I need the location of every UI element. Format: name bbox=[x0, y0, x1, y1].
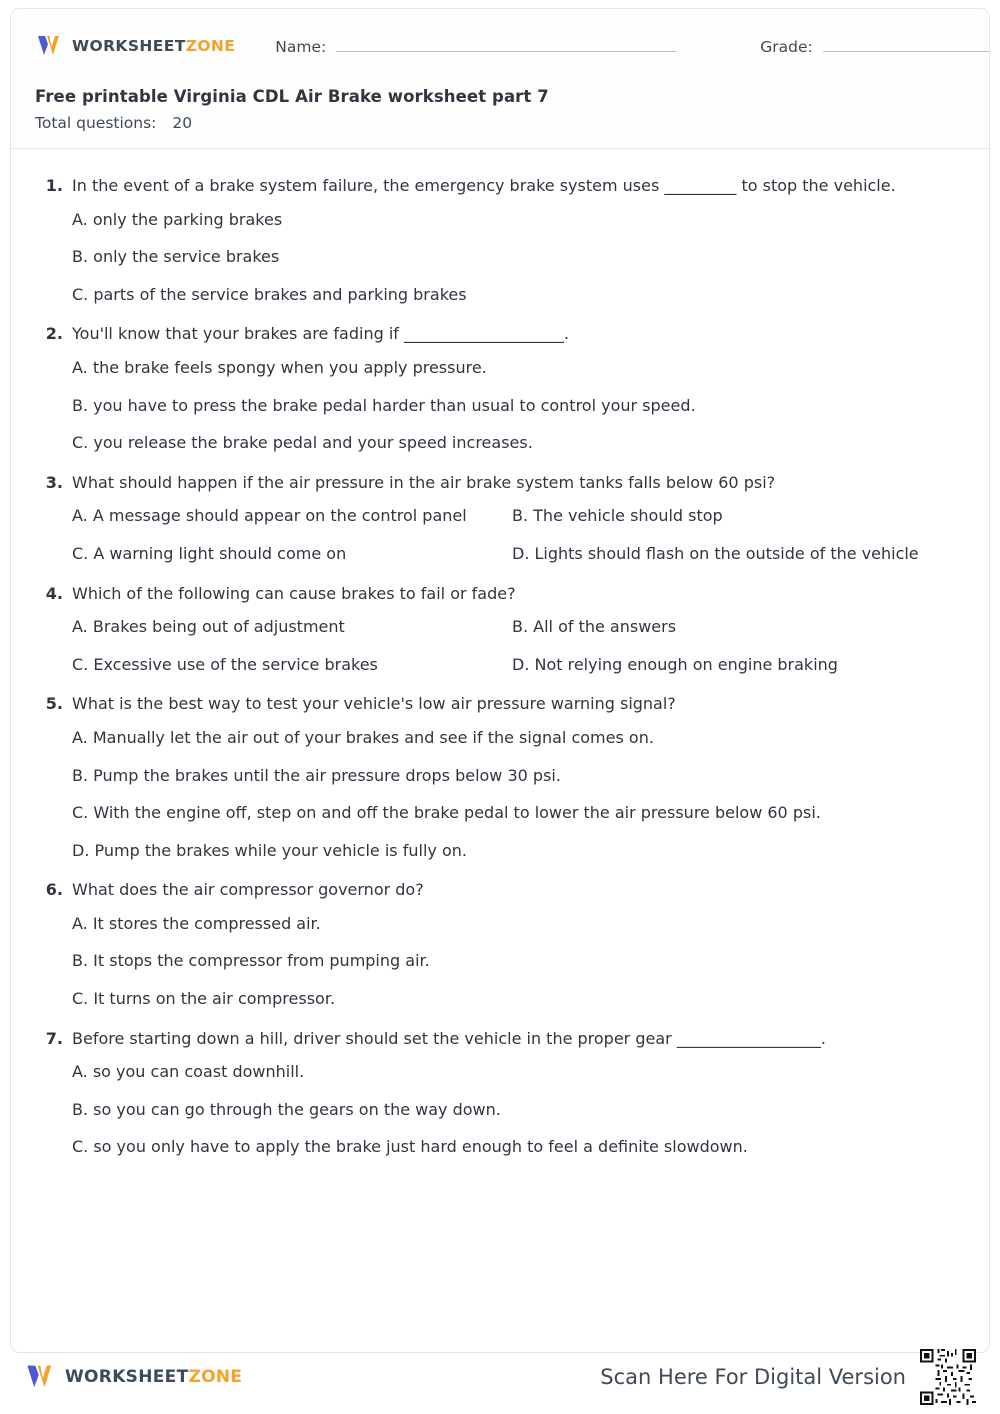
w-logo-icon bbox=[24, 1360, 58, 1394]
total-questions-value: 20 bbox=[172, 114, 193, 132]
option-a[interactable]: A. the brake feels spongy when you apply pressure. bbox=[72, 357, 487, 377]
question-text: What is the best way to test your vehicle's low air pressure warning signal? bbox=[72, 694, 676, 714]
footer-brand-logo[interactable] bbox=[24, 1360, 242, 1394]
w-logo-icon bbox=[35, 31, 65, 61]
option-d[interactable]: D. Not relying enough on engine braking bbox=[512, 654, 838, 674]
option-b[interactable]: B. you have to press the brake pedal harder than usual to control your speed. bbox=[72, 395, 696, 415]
option-c[interactable]: C. It turns on the air compressor. bbox=[72, 989, 336, 1009]
name-input-line[interactable] bbox=[336, 37, 676, 52]
option-a[interactable]: A. Brakes being out of adjustment bbox=[72, 617, 345, 637]
option-c[interactable]: C. A warning light should come on bbox=[72, 543, 347, 563]
option-b[interactable]: B. so you can go through the gears on the way down. bbox=[72, 1099, 501, 1119]
question-text: In the event of a brake system failure, the emergency brake system uses _________ to stop the vehicle. bbox=[72, 176, 896, 195]
question-number: 5. bbox=[45, 694, 63, 714]
question-row bbox=[41, 583, 959, 605]
option-b[interactable]: B. Pump the brakes until the air pressure drops below 30 psi. bbox=[72, 765, 561, 785]
worksheet-footer bbox=[10, 1348, 990, 1406]
option-d[interactable]: D. Pump the brakes while your vehicle is fully on. bbox=[72, 840, 467, 860]
question-row bbox=[41, 693, 959, 715]
scan-label: Scan Here For Digital Version bbox=[600, 1365, 906, 1389]
option-a[interactable]: A. It stores the compressed air. bbox=[72, 913, 321, 933]
question-number: 1. bbox=[45, 176, 63, 195]
option-a[interactable]: A. only the parking brakes bbox=[72, 209, 283, 229]
question-number: 4. bbox=[45, 583, 63, 603]
question-row bbox=[41, 323, 959, 345]
worksheet-header bbox=[11, 9, 989, 149]
footer-brand-part1: WORKSHEET bbox=[65, 1367, 189, 1387]
option-d[interactable]: D. Lights should flash on the outside of the vehicle bbox=[512, 543, 919, 563]
grade-field[interactable] bbox=[760, 37, 990, 56]
option-c[interactable]: C. so you only have to apply the brake just hard enough to feel a definite slowdown. bbox=[72, 1137, 748, 1157]
option-c[interactable]: C. With the engine off, step on and off the brake pedal to lower the air pressure below 60 psi. bbox=[72, 803, 821, 823]
question-options bbox=[72, 913, 959, 1010]
question-row bbox=[41, 175, 959, 197]
option-c[interactable]: C. Excessive use of the service brakes bbox=[72, 654, 378, 674]
brand-logo[interactable] bbox=[35, 31, 235, 61]
option-b[interactable]: B. The vehicle should stop bbox=[512, 506, 723, 526]
footer-brand-part2: ZONE bbox=[188, 1367, 243, 1387]
question-options bbox=[72, 209, 959, 306]
grade-label: Grade: bbox=[760, 37, 813, 56]
question-item bbox=[41, 323, 959, 453]
option-b[interactable]: B. All of the answers bbox=[512, 617, 677, 637]
option-c[interactable]: C. parts of the service brakes and parking brakes bbox=[72, 284, 467, 304]
footer-brand-name bbox=[65, 1367, 242, 1387]
question-item bbox=[41, 583, 959, 676]
question-item bbox=[41, 879, 959, 1009]
question-item bbox=[41, 1028, 959, 1158]
question-number: 6. bbox=[45, 880, 63, 900]
brand-name-part2: ZONE bbox=[185, 37, 236, 55]
question-number: 7. bbox=[45, 1028, 63, 1048]
header-top-row bbox=[35, 31, 965, 61]
worksheet-sheet bbox=[10, 8, 990, 1353]
question-number: 2. bbox=[45, 324, 63, 344]
question-options bbox=[72, 505, 959, 564]
option-b[interactable]: B. only the service brakes bbox=[72, 247, 280, 267]
question-options bbox=[72, 357, 959, 454]
question-text: What should happen if the air pressure in the air brake system tanks falls below 60 psi? bbox=[72, 472, 776, 492]
question-item bbox=[41, 472, 959, 565]
question-text: Before starting down a hill, driver should set the vehicle in the proper gear __________________. bbox=[72, 1028, 826, 1048]
total-questions-label: Total questions: bbox=[35, 114, 157, 132]
option-a[interactable]: A. Manually let the air out of your brakes and see if the signal comes on. bbox=[72, 727, 654, 747]
question-text: You'll know that your brakes are fading if ____________________. bbox=[72, 324, 570, 344]
question-options bbox=[72, 727, 959, 861]
option-c[interactable]: C. you release the brake pedal and your speed increases. bbox=[72, 433, 533, 453]
question-row bbox=[41, 879, 959, 901]
question-text: What does the air compressor governor do? bbox=[72, 880, 424, 900]
question-options bbox=[72, 616, 959, 675]
page-title: Free printable Virginia CDL Air Brake worksheet part 7 bbox=[35, 87, 549, 106]
question-text: Which of the following can cause brakes to fail or fade? bbox=[72, 583, 516, 603]
name-label: Name: bbox=[275, 37, 327, 56]
qr-code-icon[interactable] bbox=[920, 1349, 976, 1405]
option-a[interactable]: A. so you can coast downhill. bbox=[72, 1062, 305, 1082]
grade-input-line[interactable] bbox=[823, 37, 990, 52]
total-questions bbox=[35, 114, 965, 132]
brand-name-part1: WORKSHEET bbox=[72, 37, 186, 55]
option-b[interactable]: B. It stops the compressor from pumping air. bbox=[72, 951, 430, 971]
name-field[interactable] bbox=[275, 37, 676, 56]
question-options bbox=[72, 1061, 959, 1158]
title-block bbox=[35, 87, 965, 132]
questions-list bbox=[11, 149, 989, 1158]
option-a[interactable]: A. A message should appear on the control panel bbox=[72, 506, 467, 526]
question-row bbox=[41, 472, 959, 494]
question-row bbox=[41, 1028, 959, 1050]
question-number: 3. bbox=[45, 472, 63, 492]
question-item bbox=[41, 693, 959, 861]
question-item bbox=[41, 175, 959, 305]
brand-name bbox=[72, 37, 235, 55]
